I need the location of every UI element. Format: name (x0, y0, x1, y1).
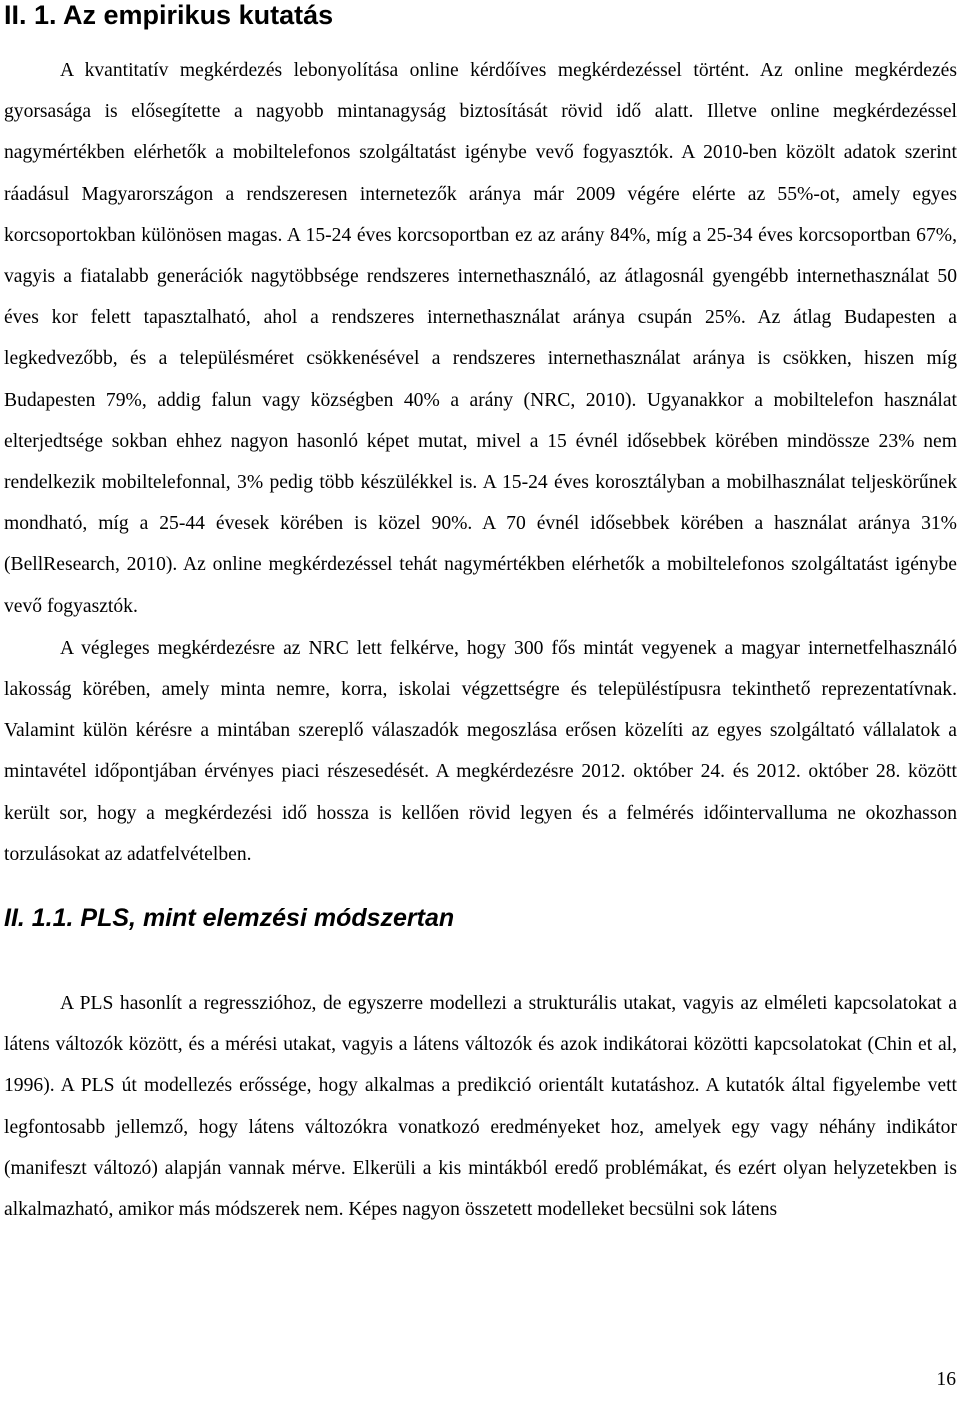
subsection-paragraph: A PLS hasonlít a regresszióhoz, de egyszerre modellezi a strukturális utakat, vagyis az elméleti kapcsolatokat a látens változók között, és a mérési utakat, vagyis a látens változók és azok indikátorai közötti kapcsolatokat (Chin et al, 1996). A PLS út modellezés erőssége, hogy alkalmas a predikció orientált kutatáshoz. A kutatók által figyelembe vett legfontosabb jellemző, hogy látens változókra vonatkozó eredményeket hoz, amelyek egy vagy néhány indikátor (manifeszt változó) alapján vannak mérve. Elkerüli a kis mintákból eredő problémákat, és ezért olyan helyzetekben is alkalmazható, amikor más módszerek nem. Képes nagyon összetett modelleket becsülni sok látens (4, 993, 957, 1221)
body-paragraph: A kvantitatív megkérdezés lebonyolítása online kérdőíves megkérdezéssel történt. Az online megkérdezés gyorsasága is elősegítette a nagyobb mintanagyság biztosítását rövid idő alatt. Illetve online megkérdezéssel nagymértékben elérhetők a mobiltelefonos szolgáltatást igénybe vevő fogyasztók. A 2010-ben közölt adatok szerint ráadásul Magyarországon a rendszeresen internetezők aránya már 2009 végére elérte az 55%-ot, amely egyes korcsoportokban különösen magas. A 15-24 éves korcsoportban ez az arány 84%, míg a 25-34 éves korcsoportban 67%, vagyis a fiatalabb generációk nagytöbbsége rendszeres internethasználó, az átlagosnál gyengébb internethasználat 50 éves kor felett tapasztalható, ahol a rendszeres internethasználat aránya csupán 25%. Az átlag Budapesten a legkedvezőbb, és a településméret csökkenésével a rendszeres internethasználat aránya is csökken, hiszen míg Budapesten 79%, addig falun vagy községben 40% a arány (NRC, 2010). Ugyanakkor a mobiltelefon használat elterjedtsége sokban ehhez nagyon hasonló képet mutat, mivel a 15 évnél idősebbek körében mindössze 23% nem rendelkezik mobiltelefonnal, 3% pedig több készülékkel is. A 15-24 éves korosztályban a mobilhasználat teljeskörűnek mondható, míg a 25-44 évesek körében is közel 90%. A 70 évnél idősebbek körében a használat aránya 31% (BellResearch, 2010). Az online megkérdezéssel tehát nagymértékben elérhetők a mobiltelefonos szolgáltatást igénybe vevő fogyasztók. (4, 60, 957, 617)
subsection-title: II. 1.1. PLS, mint elemzési módszertan (4, 904, 455, 933)
page-number: 16 (936, 1369, 956, 1390)
section-title: II. 1. Az empirikus kutatás (4, 0, 334, 30)
body-paragraph: A végleges megkérdezésre az NRC lett felkérve, hogy 300 fős mintát vegyenek a magyar internetfelhasználó lakosság körében, amely minta nemre, korra, iskolai végzettségre és településtípusra tekinthető reprezentatívnak. Valamint külön kérésre a mintában szereplő válaszadók megoszlása erősen közelíti az egyes szolgáltató vállalatok a mintavétel időpontjában érvényes piaci részesedését. A megkérdezésre 2012. október 24. és 2012. október 28. között került sor, hogy a megkérdezési idő hossza is kellően rövid legyen és a felmérés időintervalluma ne okozhasson torzulásokat az adatfelvételben. (4, 637, 957, 865)
document-page (4, 0, 957, 1230)
